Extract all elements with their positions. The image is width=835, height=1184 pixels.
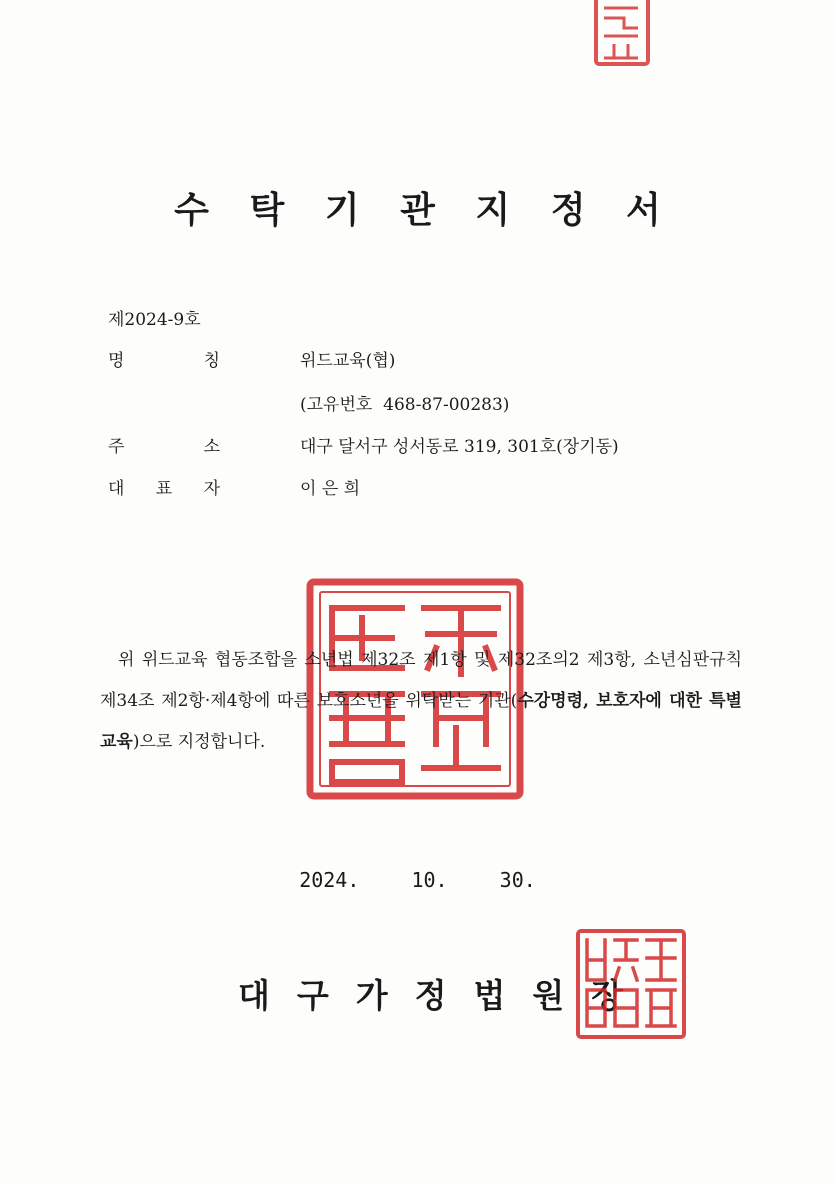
issuer-name: 대구가정법원장 bbox=[238, 976, 651, 1015]
document-title: 수 탁 기 관 지 정 서 bbox=[174, 189, 675, 231]
issue-date: 2024. 10. 30. bbox=[299, 868, 536, 892]
body-paragraph: 위 위드교육 협동조합을 소년법 제32조 제1항 및 제32조의2 제3항, 소년심판규칙 제34조 제2항·제4항에 따른 보호소년을 위탁받는 기관(수강명령, 보호자에 대한 특별교육)으로 지정합니다. bbox=[100, 650, 742, 752]
body-bold-text: 수강명령, 보호자에 대한 특별교육 bbox=[100, 691, 742, 752]
field-label-representative: 대 표 자 bbox=[108, 479, 220, 499]
document-number: 제2024-9호 bbox=[108, 310, 201, 330]
field-value-address: 대구 달서구 성서동로 319, 301호(장기동) bbox=[300, 437, 619, 457]
field-label-address: 주 소 bbox=[108, 437, 220, 457]
field-value-registration-number: (고유번호 468-87-00283) bbox=[300, 395, 510, 415]
field-label-name: 명 칭 bbox=[108, 351, 220, 371]
top-seal-fragment bbox=[590, 0, 654, 72]
field-value-representative: 이 은 희 bbox=[300, 479, 361, 499]
field-value-name: 위드교육(협) bbox=[300, 351, 396, 371]
